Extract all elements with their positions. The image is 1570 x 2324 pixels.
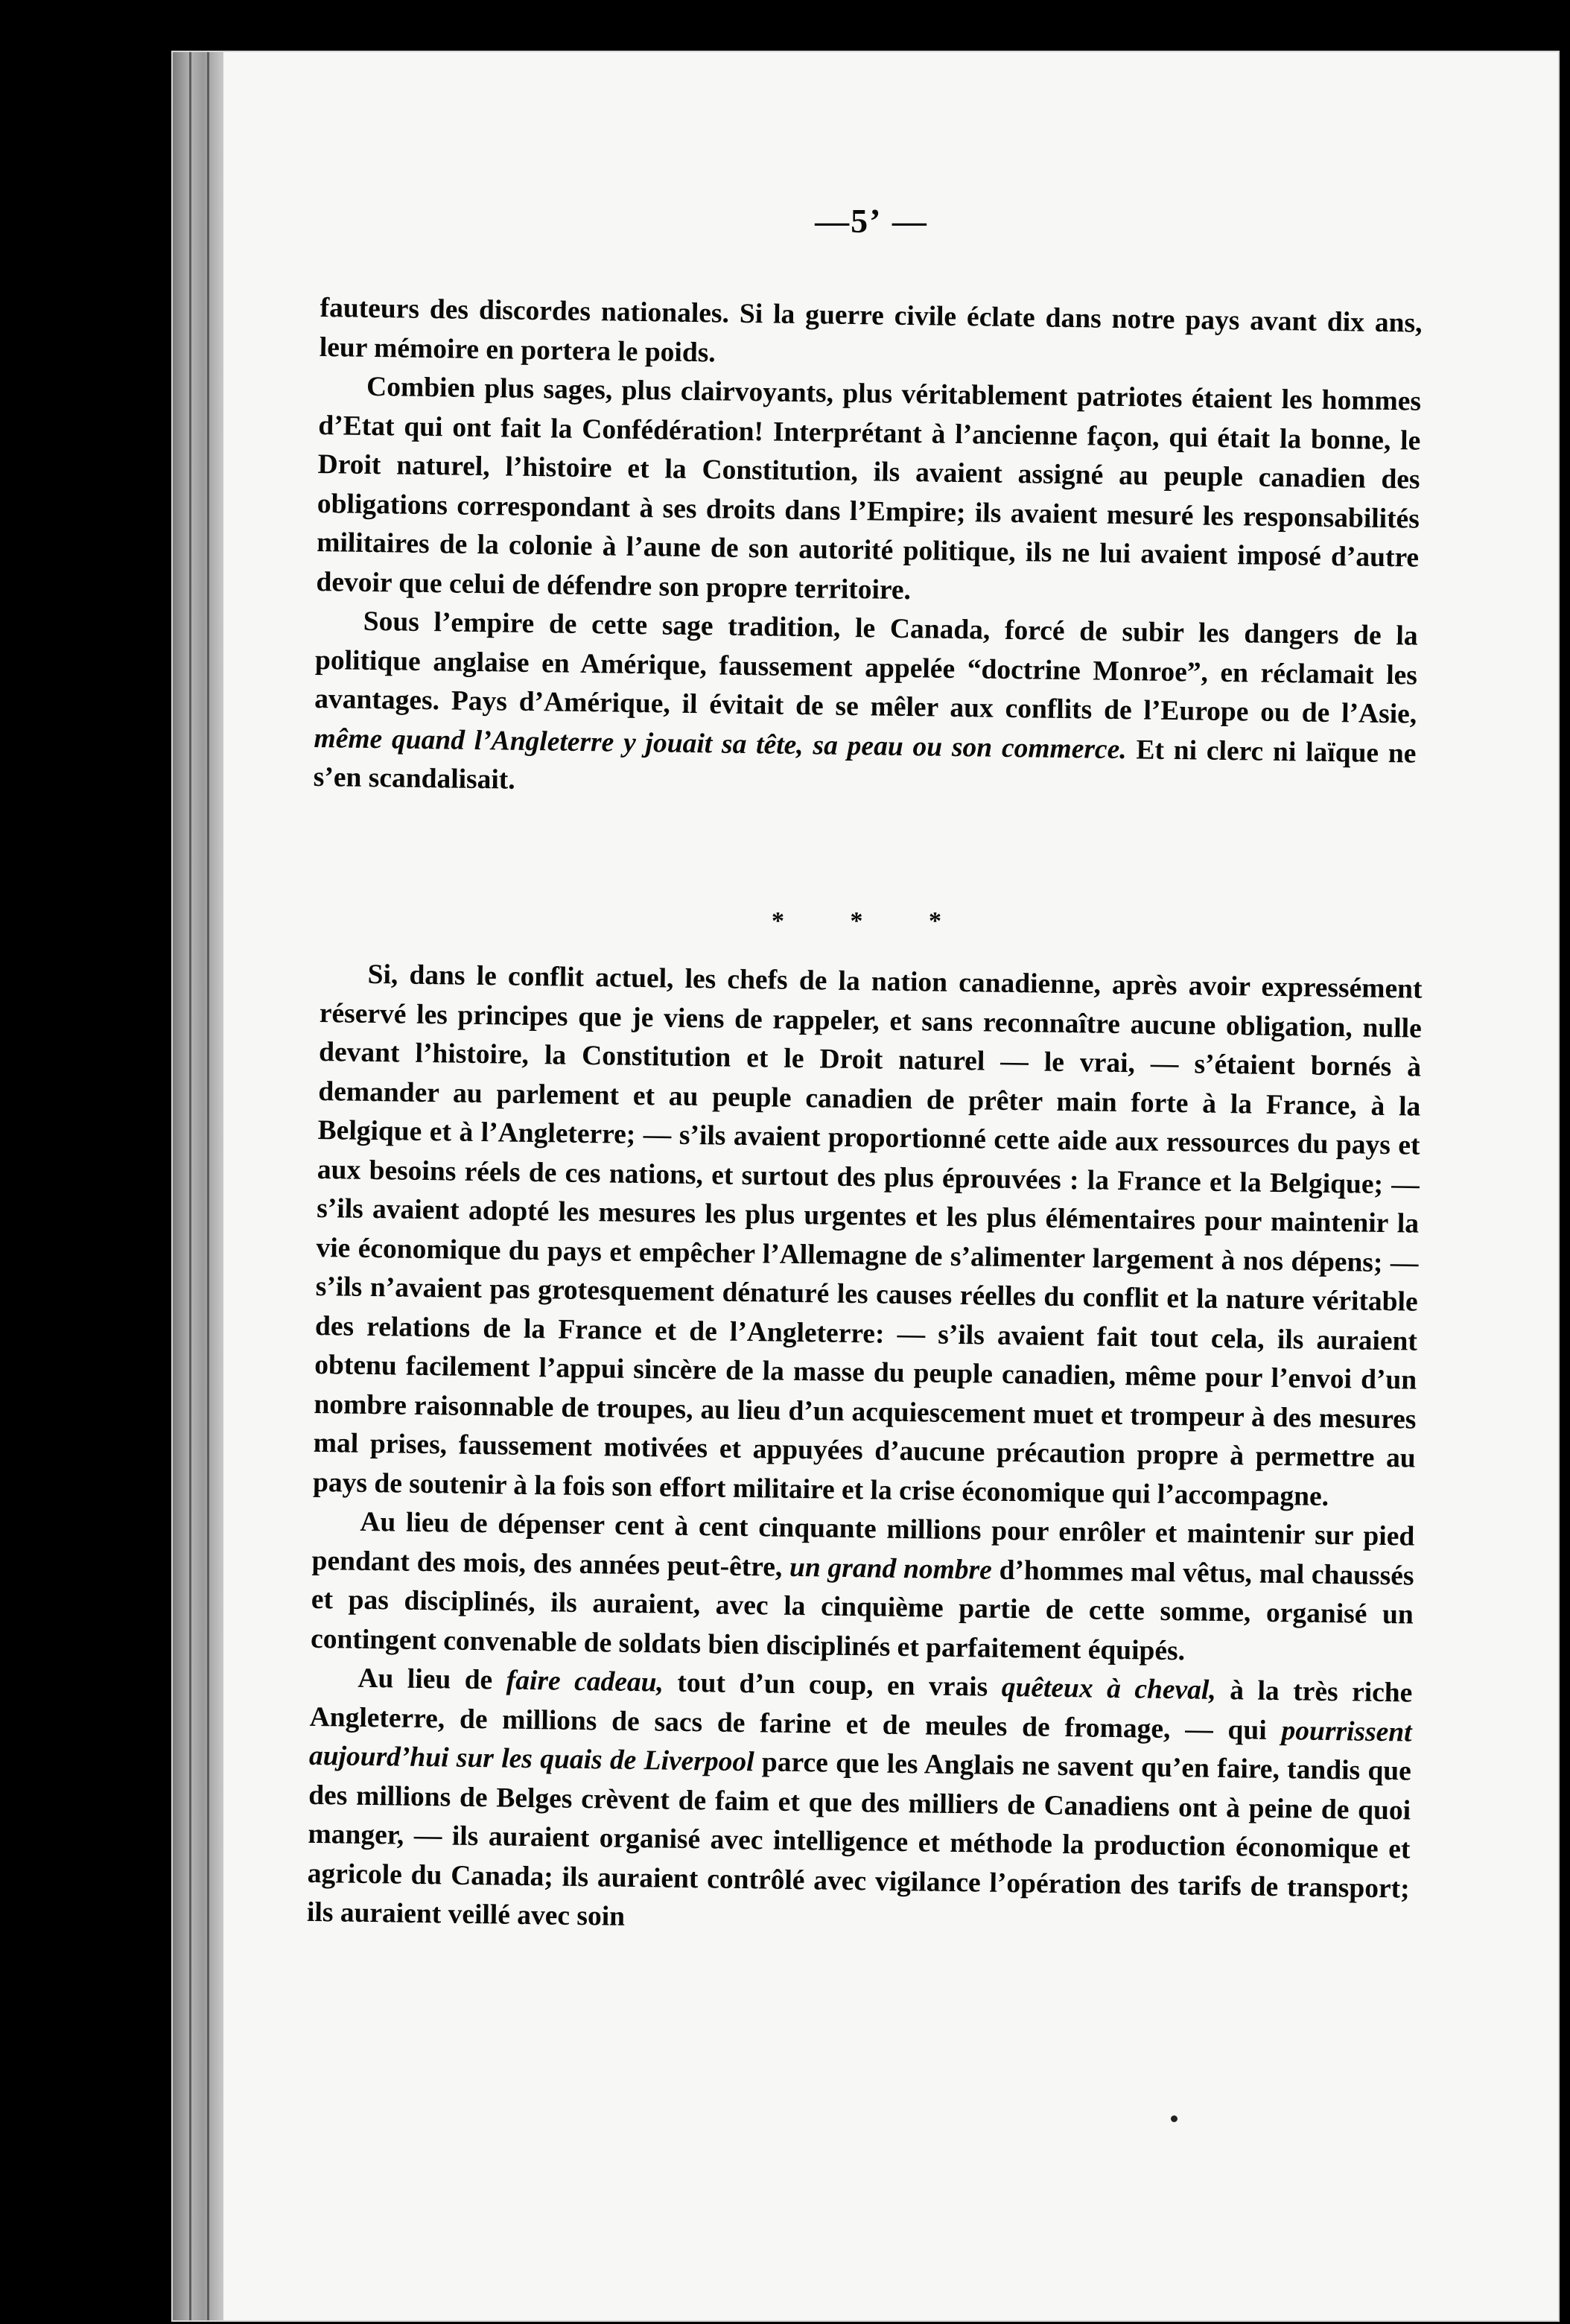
paragraph [313, 602, 1418, 813]
spine-edge [207, 52, 209, 2320]
paragraph [311, 1502, 1415, 1674]
section-separator: * * * [772, 907, 971, 935]
text-run: tout d’un coup, en vrais [663, 1667, 1002, 1703]
text-run: parce que les Anglais ne savent qu’en faire, tandis que des millions de Belges crèvent de faim et que des milliers de Canadiens ont à peine de quoi manger, — ils auraient organisé avec intelligence et méthode la production économique et agricole du Canada; ils auraient contrôlé avec vigilance l’opération des tarifs de transport; ils auraient veillé avec soin [306, 1747, 1412, 1932]
text-run: Si, dans le conflit actuel, les chefs de la nation canadienne, après avoir expressément réservé les principes que je viens de rappeler, et sans reconnaître aucune obligation, nulle devant l’histoire, la Constitution et le Droit naturel — le vrai, — s’étaient bornés à demander au parlement et au peuple canadien de prêter main forte à la France, à la Belgique et à l’Angleterre; — s’ils avaient proportionné cette aide aux ressources du pays et aux besoins réels de ces nations, et surtout des plus éprouvées : la France et la Belgique; — s’ils avaient adopté les mesures les plus urgentes et les plus élémentaires pour maintenir la vie économique du pays et empêcher l’Allemagne de s’alimenter largement à nos dépens; — s’ils n’avaient pas grotesquement dénaturé les causes réelles du conflit et la nature véritable des relations de la France et de l’Angleterre: — s’ils avaient fait tout cela, ils auraient obtenu facilement l’appui sincère de la masse du peuple canadien, même pour l’envoi d’un nombre raisonnable de troupes, au lieu d’un acquiescement muet et trompeur à des mesures mal prises, faussement motivées et appuyées d’aucune précaution propre à permettre au pays de soutenir à la fois son effort militaire et la crise économique qui l’accompagne. [312, 959, 1423, 1512]
text-run: Au lieu de [357, 1663, 507, 1696]
italic-text: faire cadeau, [506, 1665, 664, 1698]
spine-edge [189, 52, 191, 2320]
text-run: Sous l’empire de cette sage tradition, le Canada, forcé de subir les dangers de la politique anglaise en Amérique, faussement appelée “doctrine Monroe”, en réclamait les avantages. Pays d’Amérique, il évitait de se mêler aux conflits de l’Europe ou de l’Asie, [314, 606, 1418, 730]
text-run: fauteurs des discordes nationales. Si la guerre civile éclate dans notre pays avant dix ans, leur mémoire en portera le poids. [319, 292, 1423, 368]
text-run: à la très riche Angleterre, de millions de sacs de farine et de meules de fromage, — qui [309, 1674, 1413, 1746]
ink-speck [1171, 2115, 1178, 2122]
scanned-page [173, 52, 1558, 2320]
text-run: d’hommes mal vêtus, mal chaussés et pas disciplinés, ils auraient, avec la cinquième partie de cette somme, organisé un contingent convenable de soldats bien disciplinés et parfaitement équipés. [310, 1555, 1414, 1666]
text-block-1 [313, 289, 1422, 813]
text-run: Au lieu de dépenser cent à cent cinquante millions pour enrôler et maintenir sur pied pendant des mois, des années peut-être, [311, 1506, 1415, 1583]
italic-text: même quand l’Angleterre y jouait sa tête, sa peau ou son commerce. [314, 723, 1127, 765]
text-run: Combien plus sages, plus clairvoyants, plus véritablement patriotes étaient les hommes d’Etat qui ont fait la Confédération! Interprétant à l’ancienne façon, qui était la bonne, le Droit naturel, l’histoire et la Constitution, ils avaient assigné au peuple canadien des obligations correspondant à ses droits dans l’Empire; ils avaient mesuré les responsabilités militaires de la colonie à l’aune de son autorité politique, ils ne lui avaient imposé d’autre devoir que celui de défendre son propre territoire. [316, 371, 1422, 606]
text-block-2 [307, 955, 1423, 1948]
paragraph [316, 367, 1421, 617]
italic-text: quêteux à cheval, [1001, 1671, 1217, 1706]
paragraph [307, 1659, 1413, 1948]
text-run: Et ni clerc ni laïque ne s’en scandalisait. [313, 734, 1417, 796]
book-spine [173, 52, 223, 2320]
page-number: —5ʼ — [815, 202, 928, 240]
italic-text: un grand nombre [789, 1552, 993, 1586]
italic-text: pourrissent aujourd’hui sur les quais de Liverpool [308, 1715, 1412, 1778]
paragraph [313, 955, 1423, 1518]
paragraph [320, 289, 1423, 383]
